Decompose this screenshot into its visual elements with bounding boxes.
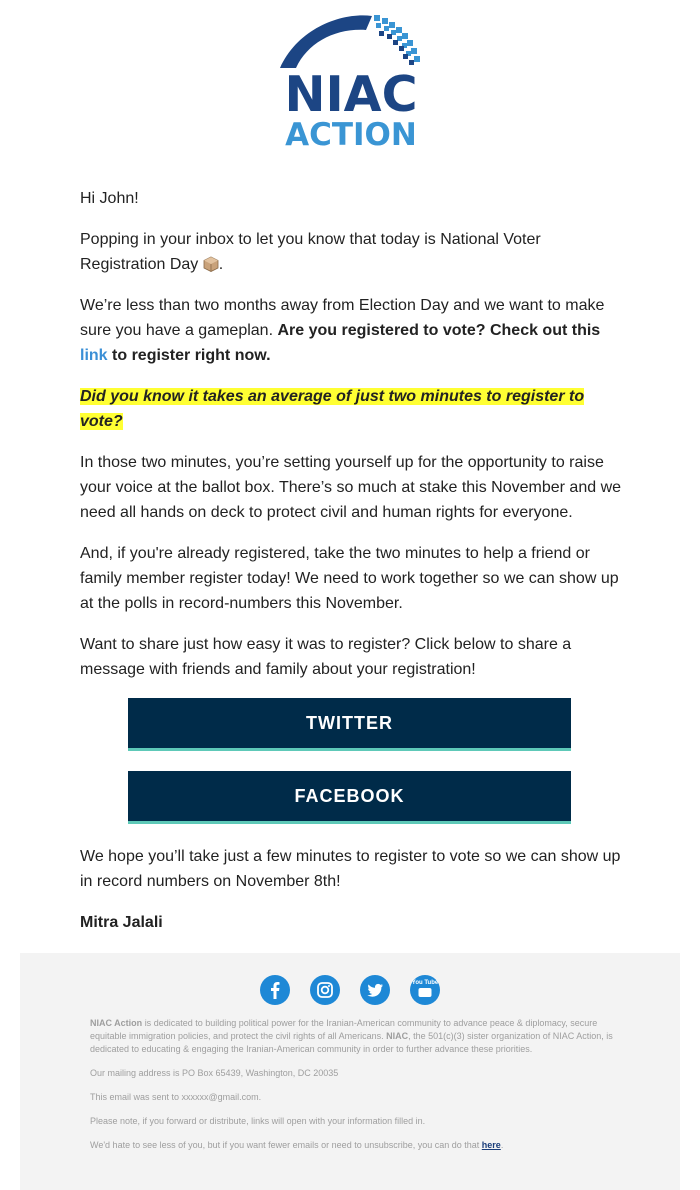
logo-niac-text: NIAC (284, 66, 418, 123)
share-buttons (80, 698, 630, 824)
youtube-label: You Tube (411, 980, 439, 986)
closing-paragraph: We hope you’ll take just a few minutes to register to vote so we can show up in record numbers on November 8th! (80, 848, 621, 890)
register-question: Are you registered to vote? Check out this (277, 322, 601, 339)
highlighted-question: Did you know it takes an average of just two minutes to register to vote? (80, 388, 585, 430)
email-footer (20, 953, 680, 1190)
twitter-icon[interactable] (360, 975, 390, 1005)
about-text-2: , the 501(c)(3) sister organization of NIAC Action, is dedicated to educating & engaging the Iranian-American community in order to further advance these priorities. (90, 1031, 613, 1054)
facebook-icon[interactable] (260, 975, 290, 1005)
about-org-name-2: NIAC (386, 1031, 409, 1041)
intro-text: Popping in your inbox to let you know that today is National Voter Registration Day (80, 231, 541, 273)
unsubscribe-link[interactable]: here (481, 1140, 501, 1150)
intro-paragraph: Popping in your inbox to let you know that today is National Voter Registration Day . (80, 231, 541, 273)
email-body (80, 186, 630, 992)
ballot-box-icon (203, 256, 219, 272)
twitter-share-button[interactable]: TWITTER (128, 698, 571, 751)
gameplan-paragraph (80, 293, 630, 368)
already-registered-paragraph: And, if you're already registered, take the two minutes to help a friend or family member register today! We need to work together so we can show up at the polls in record-numbers this November. (80, 545, 619, 612)
facebook-share-button[interactable]: FACEBOOK (128, 771, 571, 824)
mailing-address: Our mailing address is PO Box 65439, Washington, DC 20035 (90, 1068, 339, 1078)
about-text-1: is dedicated to building political power for the Iranian-American community to advance peace & diplomacy, secure equitable immigration policies, and protect the civil rights of all Americans. (90, 1018, 598, 1041)
logo-action-text: ACTION (285, 117, 417, 153)
about-paragraph (90, 1017, 615, 1056)
instagram-icon[interactable] (310, 975, 340, 1005)
sent-to: This email was sent to xxxxxx@gmail.com. (90, 1092, 262, 1102)
unsubscribe-line (90, 1139, 615, 1152)
register-link[interactable]: link (80, 347, 108, 364)
forward-note: Please note, if you forward or distribute, links will open with your information filled in. (90, 1116, 426, 1126)
register-now-text: to register right now. (112, 347, 271, 364)
niac-action-logo (276, 10, 426, 153)
share-paragraph: Want to share just how easy it was to register? Click below to share a message with friends and family about your registration! (80, 636, 572, 678)
youtube-icon[interactable] (410, 975, 440, 1005)
highlight-paragraph (80, 384, 630, 434)
two-minutes-paragraph: In those two minutes, you’re setting yourself up for the opportunity to raise your voice at the ballot box. There’s so much at stake this November and we need all hands on deck to protect civil and human rights for everyone. (80, 454, 622, 521)
footer-text (90, 1017, 615, 1163)
unsubscribe-end: . (500, 1140, 504, 1150)
unsubscribe-text: We'd hate to see less of you, but if you want fewer emails or need to unsubscribe, you can do that (90, 1140, 480, 1150)
gameplan-text: We’re less than two months away from Election Day and we want to make sure you have a gameplan. (80, 297, 605, 339)
greeting: Hi John! (80, 190, 139, 207)
about-org-name: NIAC Action (90, 1018, 143, 1028)
signature-name: Mitra Jalali (80, 914, 163, 931)
logo-arc-icon (276, 10, 426, 72)
